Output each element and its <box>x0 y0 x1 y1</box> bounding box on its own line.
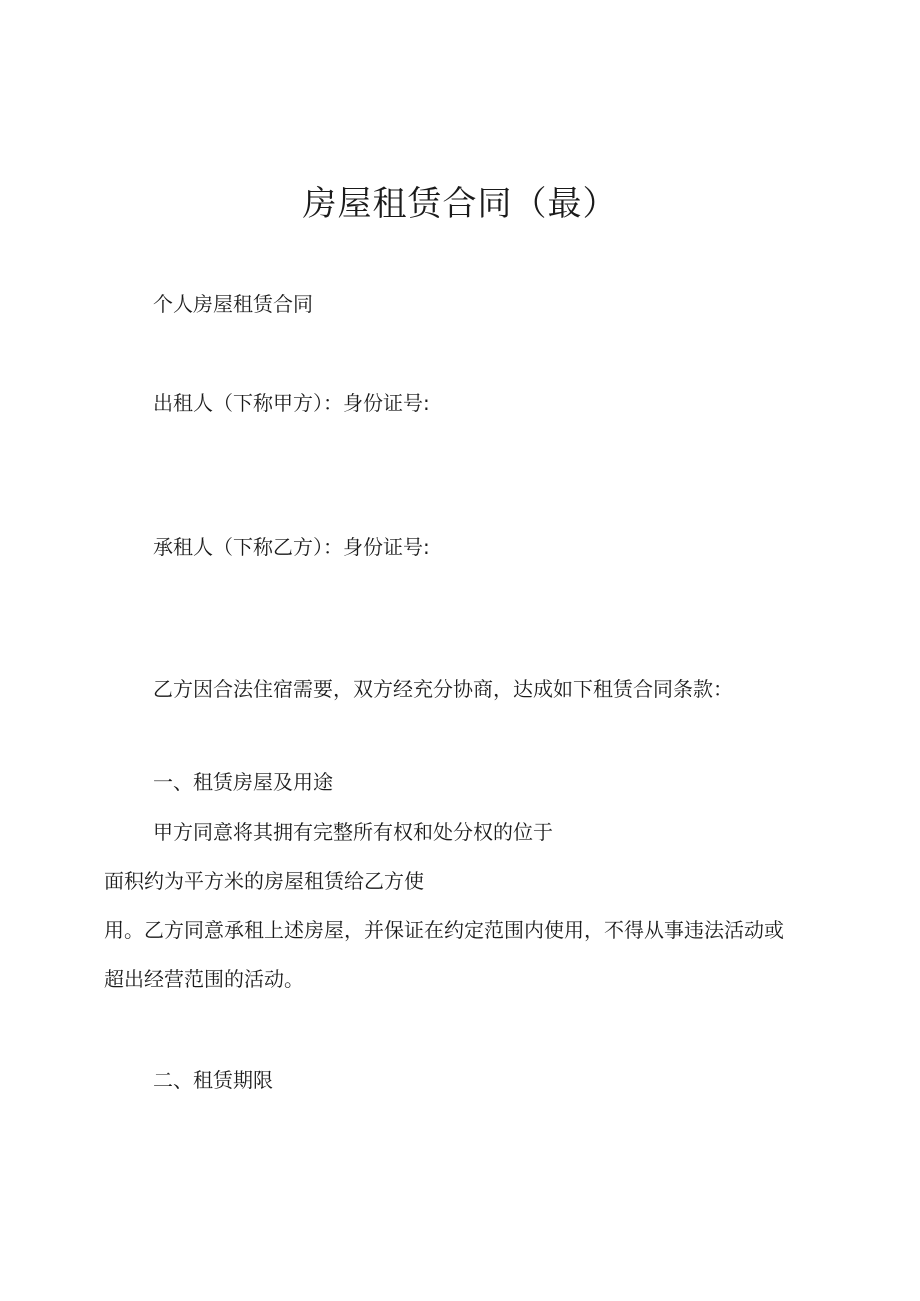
lessor-line: 出租人（下称甲方）：身份证号: <box>153 391 430 415</box>
section-2-heading: 二、租赁期限 <box>153 1068 273 1092</box>
document-title: 房屋租赁合同（最） <box>302 184 618 224</box>
intro-paragraph: 乙方因合法住宿需要，双方经充分协商，达成如下租赁合同条款： <box>153 677 733 701</box>
section-1-line: 用。乙方同意承租上述房屋，并保证在约定范围内使用，不得从事违法活动或 <box>104 918 784 942</box>
section-1-line: 面积约为平方米的房屋租赁给乙方使 <box>104 869 424 893</box>
section-1-heading: 一、租赁房屋及用途 <box>153 770 333 794</box>
section-1-line: 超出经营范围的活动。 <box>104 967 304 991</box>
lessee-line: 承租人（下称乙方）：身份证号: <box>153 535 430 559</box>
contract-subtitle: 个人房屋租赁合同 <box>153 292 313 316</box>
section-1-line: 甲方同意将其拥有完整所有权和处分权的位于 <box>153 820 553 844</box>
